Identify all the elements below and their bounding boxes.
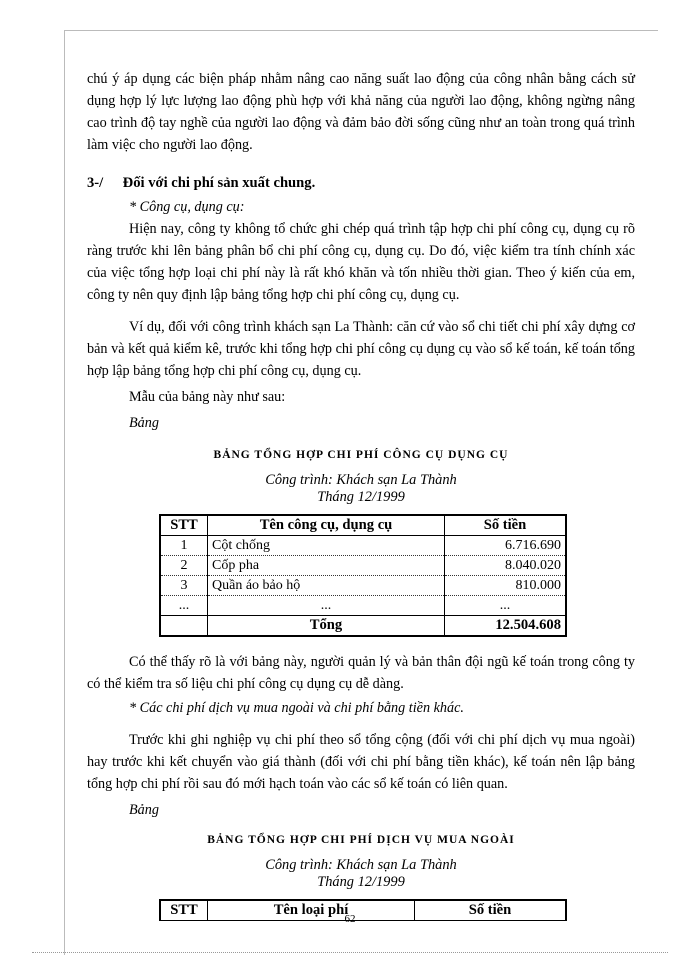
total-label: Tổng xyxy=(208,616,445,637)
document-body xyxy=(87,68,635,921)
cell-name: Quần áo bảo hộ xyxy=(208,576,445,596)
table-label: Bảng xyxy=(129,802,159,818)
cell-stt: ... xyxy=(160,596,208,616)
paragraph: Có thể thấy rõ là với bảng này, người quản lý và bản thân đội ngũ kế toán trong công ty có thể kiểm tra số liệu chi phí công cụ dụng cụ dễ dàng. xyxy=(87,654,635,692)
cell-name: Cột chống xyxy=(208,536,445,556)
paragraph: Hiện nay, công ty không tổ chức ghi chép quá trình tập hợp chi phí công cụ, dụng cụ rõ ràng trước khi lên bảng phân bổ chi phí công cụ, dụng cụ. Do đó, việc kiểm tra tính chính xác của việc tổng hợp loại chi phí này là rất khó khăn và tốn nhiều thời gian. Theo ý kiến của em, công ty nên quy định lập bảng tổng hợp chi phí công cụ, dụng cụ. xyxy=(87,221,635,303)
paragraph: Ví dụ, đối với công trình khách sạn La Thành: căn cứ vào sổ chi tiết chi phí xây dựng cơ bản và kết quả kiểm kê, trước khi tổng hợp chi phí công cụ dụng cụ vào sổ kế toán, kế toán tổng hợp lập bảng tổng hợp chi phí công cụ, dụng cụ. xyxy=(87,319,635,379)
table-header-row xyxy=(160,515,566,536)
table-month: Tháng 12/1999 xyxy=(317,874,405,890)
total-amount: 12.504.608 xyxy=(445,616,567,637)
cell-name: Cốp pha xyxy=(208,556,445,576)
cell-amount: 6.716.690 xyxy=(445,536,567,556)
table-row xyxy=(160,556,566,576)
cell-amount: 8.040.020 xyxy=(445,556,567,576)
table-title: BẢNG TỔNG HỢP CHI PHÍ CÔNG CỤ DỤNG CỤ xyxy=(213,449,509,461)
cell-name: ... xyxy=(208,596,445,616)
cell-amount: ... xyxy=(445,596,567,616)
section-title: Đối với chi phí sản xuất chung. xyxy=(122,175,316,191)
header-amount: Số tiền xyxy=(445,515,567,536)
header-fee-type: Tên loại phí xyxy=(208,900,415,921)
page-number: 62 xyxy=(344,913,356,925)
subheading-services: * Các chi phí dịch vụ mua ngoài và chi phí bằng tiền khác. xyxy=(129,700,464,716)
table-total-row xyxy=(160,616,566,637)
cell-amount: 810.000 xyxy=(445,576,567,596)
section-number: 3-/ xyxy=(87,175,104,191)
header-stt: STT xyxy=(160,515,208,536)
cell-empty xyxy=(160,616,208,637)
subheading-tools: * Công cụ, dụng cụ: xyxy=(129,199,245,215)
table-row xyxy=(160,576,566,596)
table-title: BẢNG TỔNG HỢP CHI PHÍ DỊCH VỤ MUA NGOÀI xyxy=(207,834,515,846)
section-heading xyxy=(87,172,635,194)
table-month: Tháng 12/1999 xyxy=(317,489,405,505)
table-row xyxy=(160,536,566,556)
paragraph: Trước khi ghi nghiệp vụ chi phí theo sổ tổng cộng (đối với chi phí dịch vụ mua ngoài) hay trước khi kết chuyển vào giá thành (đối với chi phí bằng tiền khác), kế toán nên lập bảng tổng hợp chi phí rồi sau đó mới hạch toán vào các sổ kế toán có liên quan. xyxy=(87,732,635,792)
table-label: Bảng xyxy=(129,415,159,431)
divider xyxy=(32,952,668,953)
table-project: Công trình: Khách sạn La Thành xyxy=(265,472,457,488)
tools-cost-table xyxy=(159,514,567,637)
cell-stt: 2 xyxy=(160,556,208,576)
table-row xyxy=(160,596,566,616)
paragraph: chú ý áp dụng các biện pháp nhằm nâng cao năng suất lao động của công nhân bằng cách sử dụng hợp lý lực lượng lao động phù hợp với khả năng của người lao động, không ngừng nâng cao trình độ tay nghề của người lao động và đảm bảo đời sống cũng như an toàn trong quá trình làm việc cho người lao động. xyxy=(87,71,635,153)
table-project: Công trình: Khách sạn La Thành xyxy=(265,857,457,873)
header-stt: STT xyxy=(160,900,208,921)
cell-stt: 1 xyxy=(160,536,208,556)
header-amount: Số tiền xyxy=(415,900,567,921)
header-name: Tên công cụ, dụng cụ xyxy=(208,515,445,536)
cell-stt: 3 xyxy=(160,576,208,596)
paragraph: Mẫu của bảng này như sau: xyxy=(129,389,286,405)
